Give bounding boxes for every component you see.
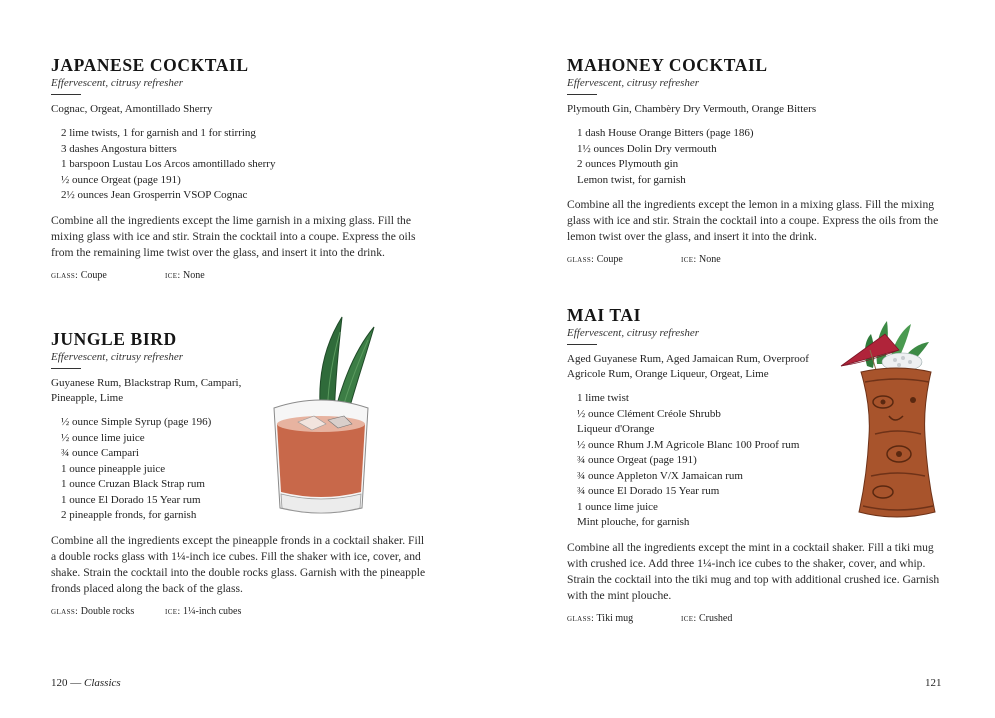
ice-label: ice: <box>681 613 697 624</box>
recipe-meta <box>567 254 947 265</box>
ingredient-list <box>577 391 827 531</box>
ingredient: 1 lime twist <box>577 392 629 404</box>
divider <box>51 94 81 95</box>
section-name: Classics <box>84 677 121 689</box>
ingredient: 1 barspoon Lustau Los Arcos amontillado sherry <box>61 158 276 170</box>
ingredient-list <box>61 126 431 204</box>
recipe-title: JUNGLE BIRD <box>51 329 177 349</box>
glass-label: glass: <box>567 613 595 624</box>
ingredient: 1 ounce pineapple juice <box>61 462 166 475</box>
glass-value: Double rocks <box>80 605 135 617</box>
ice-value: Crushed <box>699 612 733 624</box>
ice-label: ice: <box>681 255 697 265</box>
ingredient: ½ ounce Clément Créole Shrubb Liqueur d'Orange <box>577 407 721 435</box>
ingredient: ¾ ounce El Dorado 15 Year rum <box>577 485 720 497</box>
recipe-title: MAI TAI <box>567 305 642 325</box>
glass-label: glass: <box>51 270 79 281</box>
recipe-spirits: Plymouth Gin, Chambèry Dry Vermouth, Orange Bitters <box>567 103 817 115</box>
ingredient-list <box>577 126 947 188</box>
ice-info <box>681 254 721 265</box>
recipe-title: MAHONEY COCKTAIL <box>567 55 768 75</box>
glass-value: Tiki mug <box>596 612 634 624</box>
ice-info <box>165 270 205 281</box>
right-page <box>497 0 995 718</box>
recipe-meta <box>51 270 431 281</box>
recipe-tagline: Effervescent, citrusy refresher <box>51 77 184 89</box>
recipe-title: JAPANESE COCKTAIL <box>51 55 249 75</box>
tiki-mug-illustration <box>837 316 947 522</box>
glass-info <box>51 270 165 281</box>
ingredient: ½ ounce Orgeat (page 191) <box>61 173 181 186</box>
ingredient: ¾ ounce Orgeat (page 191) <box>577 454 697 466</box>
page-number: 121 <box>925 677 942 689</box>
glass-value: Coupe <box>596 254 623 265</box>
glass-info <box>51 606 165 617</box>
page-footer-right <box>925 677 942 689</box>
recipe-tagline: Effervescent, citrusy refresher <box>567 327 700 339</box>
ingredient: 1 ounce El Dorado 15 Year rum <box>61 493 201 506</box>
rocks-glass-illustration <box>268 312 378 522</box>
recipe-tagline: Effervescent, citrusy refresher <box>567 77 700 89</box>
ingredient: ¾ ounce Appleton V/X Jamaican rum <box>577 469 743 482</box>
glass-label: glass: <box>51 606 79 617</box>
recipe-meta <box>51 606 431 617</box>
ingredient: 1 ounce Cruzan Black Strap rum <box>61 478 205 490</box>
recipe-spirits: Guyanese Rum, Blackstrap Rum, Campari, Pineapple, Lime <box>51 377 242 404</box>
glass-info <box>567 254 681 265</box>
page-footer-left <box>51 677 121 689</box>
recipe-method: Combine all the ingredients except the lime garnish in a mixing glass. Fill the mixing glass with ice and stir. Strain the cocktail into a coupe. Express the oils from the remaining lime twist over the glass, and insert it into the drink. <box>51 213 416 259</box>
ingredient: ½ ounce Simple Syrup (page 196) <box>61 416 212 428</box>
ice-label: ice: <box>165 270 181 281</box>
footer-separator: — <box>70 677 82 689</box>
ingredient: 2½ ounces Jean Grosperrin VSOP Cognac <box>61 189 248 201</box>
ice-value: 1¼-inch cubes <box>183 605 242 617</box>
ingredient: 2 pineapple fronds, for garnish <box>61 509 197 521</box>
recipe-method: Combine all the ingredients except the lemon in a mixing glass. Fill the mixing glass with ice and stir. Strain the cocktail into a coupe. Express the oils from the lemon twist over the glass, and insert it into the drink. <box>567 198 939 243</box>
ingredient: 2 lime twists, 1 for garnish and 1 for stirring <box>61 127 256 139</box>
ingredient: ½ ounce Rhum J.M Agricole Blanc 100 Proof rum <box>577 438 800 451</box>
glass-info <box>567 613 681 624</box>
ingredient: 2 ounces Plymouth gin <box>577 158 679 170</box>
glass-value: Coupe <box>80 269 107 281</box>
recipe-japanese-cocktail <box>51 55 431 281</box>
recipe-spirits: Cognac, Orgeat, Amontillado Sherry <box>51 103 213 115</box>
divider <box>567 94 597 95</box>
ingredient: Lemon twist, for garnish <box>577 173 686 186</box>
ingredient: 3 dashes Angostura bitters <box>61 142 177 155</box>
ingredient: 1 ounce lime juice <box>577 500 658 513</box>
recipe-method: Combine all the ingredients except the mint in a cocktail shaker. Fill a tiki mug with crushed ice. Add three 1¼-inch ice cubes to the shaker, cover, and whip. Strain the cocktail into the tiki mug and top with additional crushed ice. Garnish with the mint plouche. <box>567 540 940 602</box>
recipe-mahoney-cocktail <box>567 55 947 265</box>
ice-value: None <box>699 254 721 265</box>
recipe-spirits: Aged Guyanese Rum, Aged Jamaican Rum, Overproof Agricole Rum, Orange Liqueur, Orgeat, Lime <box>567 353 809 380</box>
ingredient: Mint plouche, for garnish <box>577 516 690 528</box>
page-number: 120 <box>51 677 68 689</box>
ice-info <box>165 606 241 617</box>
divider <box>51 368 81 369</box>
left-page <box>0 0 497 718</box>
recipe-meta <box>567 613 952 624</box>
ingredient: 1½ ounces Dolin Dry vermouth <box>577 142 717 155</box>
glass-label: glass: <box>567 255 595 265</box>
ice-info <box>681 613 732 624</box>
ingredient: ½ ounce lime juice <box>61 431 145 444</box>
recipe-tagline: Effervescent, citrusy refresher <box>51 351 184 363</box>
ingredient: 1 dash House Orange Bitters (page 186) <box>577 127 754 139</box>
recipe-method: Combine all the ingredients except the pineapple fronds in a cocktail shaker. Fill a double rocks glass with 1¼-inch ice cubes. Fill the shaker with ice, cover, and shake. Strain the cocktail into the double rocks glass. Garnish with the pineapple fronds placed along the back of the glass. <box>51 533 426 595</box>
ingredient: ¾ ounce Campari <box>61 447 139 459</box>
ice-label: ice: <box>165 606 181 617</box>
ice-value: None <box>183 269 205 281</box>
divider <box>567 344 597 345</box>
